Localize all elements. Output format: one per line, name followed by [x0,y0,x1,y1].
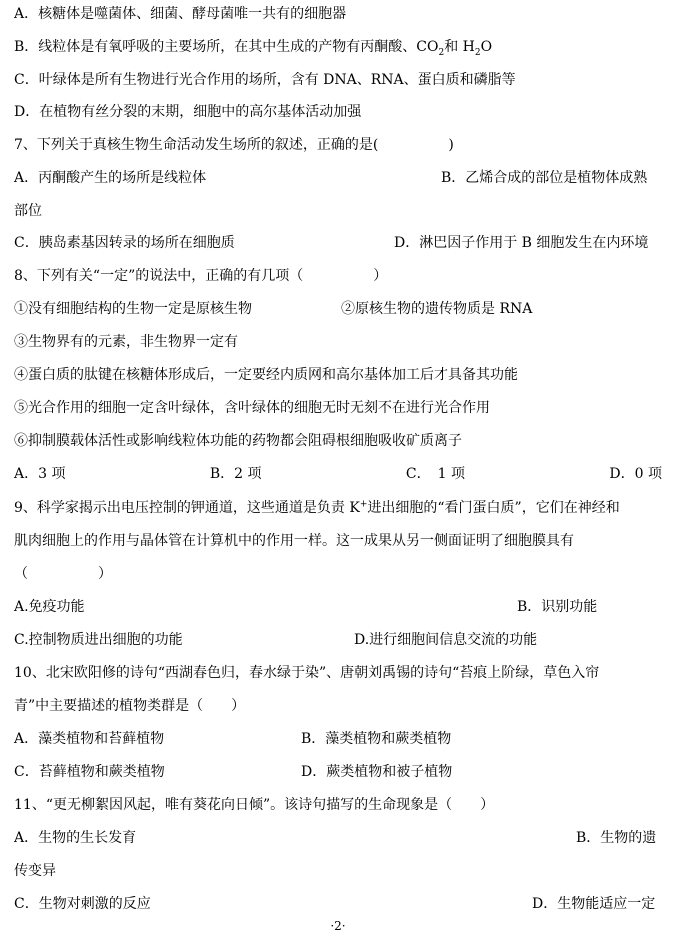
q11-options-cd [14,893,662,915]
q10-option-a: A．藻类植物和苔藓植物 [14,731,165,747]
q11-options-ab [14,827,662,849]
q8-statement-2: ②原核生物的遗传物质是 RNA [341,301,533,317]
q7-stem: 7、下列关于真核生物生命活动发生场所的叙述，正确的是( ) [14,137,454,153]
q9-options-cd [14,629,662,651]
q7-option-a: A．丙酮酸产生的场所是线粒体 [14,170,207,186]
q9-option-a: A.免疫功能 [14,599,85,615]
q8-statement-5: ⑤光合作用的细胞一定含叶绿体，含叶绿体的细胞无时无刻不在进行光合作用 [14,400,490,416]
q8-statement-4: ④蛋白质的肽键在核糖体形成后，一定要经内质网和高尔基体加工后才具备其功能 [14,367,518,383]
q8-statement-6: ⑥抑制膜载体活性或影响线粒体功能的药物都会阻碍根细胞吸收矿质离子 [14,433,462,449]
q10-options-ab [14,728,662,750]
q11-option-a: A．生物的生长发育 [14,830,137,846]
q10-stem-line-1: 10、北宋欧阳修的诗句“西湖春色归，春水绿于染”、唐朝刘禹锡的诗句“苔痕上阶绿，草色入帘 [14,665,600,681]
q10-option-c: C．苔藓植物和蕨类植物 [14,764,165,780]
q11-option-b-continued: 传变异 [14,863,56,879]
q8-statements-1-2 [14,298,662,320]
q8-option-a: A．3 项 [14,466,66,482]
q9-options-ab [14,596,662,618]
q11-option-c: C．生物对刺激的反应 [14,896,151,912]
q9-stem-line-1: 9、科学家揭示出电压控制的钾通道，这些通道是负责 K+进出细胞的“看门蛋白质”，它们在神经和 [14,499,620,516]
q6-option-c: C．叶绿体是所有生物进行光合作用的场所，含有 DNA、RNA、蛋白质和磷脂等 [14,72,516,88]
q6-option-a: A．核糖体是噬菌体、细菌、酵母菌唯一共有的细胞器 [14,6,347,22]
q9-option-b: B．识别功能 [517,599,598,615]
q11-option-b: B．生物的遗 [576,830,657,846]
q7-option-b-continued: 部位 [14,203,42,219]
page-number: ·2· [330,919,346,933]
q7-option-d: D．淋巴因子作用于 B 细胞发生在内环境 [394,235,649,251]
q10-option-b: B．藻类植物和蕨类植物 [301,731,452,747]
q9-stem-line-2: 肌肉细胞上的作用与晶体管在计算机中的作用一样。这一成果从另一侧面证明了细胞膜具有 [14,533,574,549]
q8-statement-3: ③生物界有的元素，非生物界一定有 [14,334,238,350]
q8-option-c: C． 1 项 [405,466,465,482]
q10-option-d: D．蕨类植物和被子植物 [301,764,453,780]
q6-option-b: B．线粒体是有氧呼吸的主要场所，在其中生成的产物有丙酮酸、$CO_2$和 $H_2O$ [14,39,493,58]
q7-option-c: C．胰岛素基因转录的场所在细胞质 [14,235,235,251]
q10-stem-line-2: 青”中主要描述的植物类群是（ ） [14,698,246,714]
q9-option-c: C.控制物质进出细胞的功能 [14,632,183,648]
q7-option-b: B．乙烯合成的部位是植物体成熟 [441,170,648,186]
q11-option-d: D．生物能适应一定 [532,896,656,912]
q8-option-b: B．2 项 [209,466,262,482]
q6-option-d: D．在植物有丝分裂的末期，细胞中的高尔基体活动加强 [14,104,362,120]
q11-stem: 11、“更无柳絮因风起，唯有葵花向日倾”。该诗句描写的生命现象是（ ） [14,797,495,813]
q7-options-cd [14,232,662,254]
q8-statement-1: ①没有细胞结构的生物一定是原核生物 [14,301,252,317]
q9-option-d: D.进行细胞间信息交流的功能 [354,632,538,648]
q9-answer-blank: （ ） [14,566,112,582]
q8-options [14,463,662,485]
q8-stem: 8、下列有关“一定”的说法中，正确的有几项（ ） [14,268,388,284]
q8-option-d: D．0 项 [609,466,662,482]
q10-options-cd [14,761,662,783]
q7-options-ab [14,167,662,189]
